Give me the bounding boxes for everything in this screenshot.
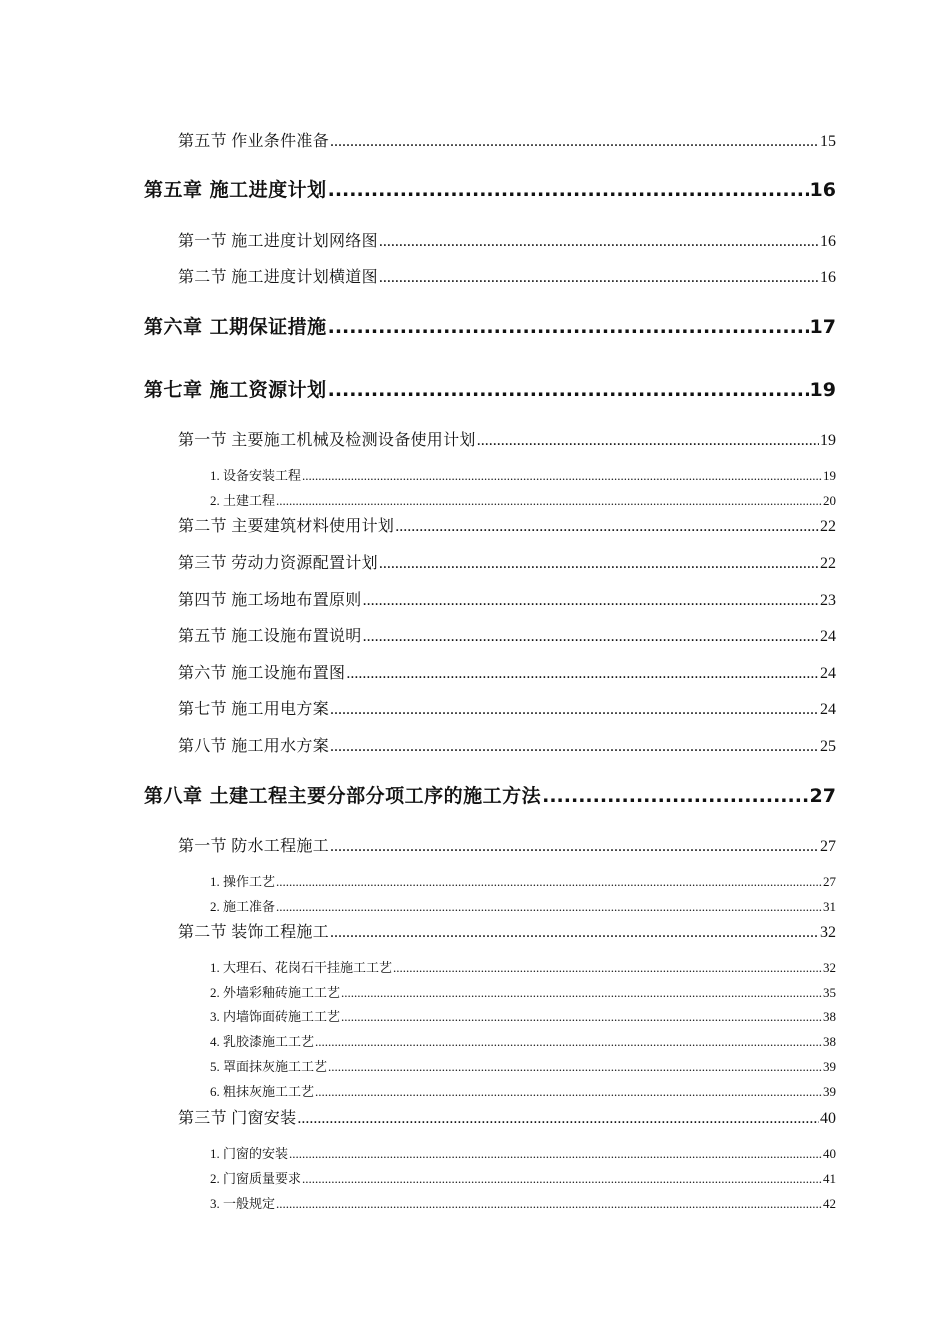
toc-section-entry[interactable] bbox=[178, 1105, 836, 1128]
toc-item-entry[interactable] bbox=[210, 1143, 836, 1162]
toc-page-number: 38 bbox=[823, 1034, 836, 1049]
toc-entry-label: 4. 乳胶漆施工工艺 bbox=[210, 1034, 315, 1049]
toc-section-entry[interactable] bbox=[178, 587, 836, 610]
dot-leader bbox=[315, 1034, 822, 1050]
dot-leader bbox=[276, 1196, 822, 1212]
toc-page-number: 27 bbox=[809, 785, 836, 807]
toc-page-number: 19 bbox=[809, 379, 836, 401]
toc-entry-label: 第八节 施工用水方案 bbox=[178, 738, 330, 755]
dot-leader bbox=[341, 1009, 822, 1025]
toc-section-entry[interactable] bbox=[178, 623, 836, 646]
toc-page-number: 39 bbox=[823, 1084, 836, 1099]
toc-page-number: 32 bbox=[823, 960, 836, 975]
toc-entry-label: 第四节 施工场地布置原则 bbox=[178, 592, 362, 609]
toc-page-number: 25 bbox=[820, 738, 836, 755]
toc-chapter-entry[interactable] bbox=[144, 781, 836, 808]
dot-leader bbox=[297, 1110, 819, 1128]
toc-item-entry[interactable] bbox=[210, 1168, 836, 1187]
toc-section-entry[interactable] bbox=[178, 550, 836, 573]
toc-section-entry[interactable] bbox=[178, 919, 836, 942]
toc-entry-label: 2. 施工准备 bbox=[210, 899, 276, 914]
toc-page-number: 24 bbox=[820, 665, 836, 682]
toc-chapter-entry[interactable] bbox=[144, 375, 836, 402]
dot-leader bbox=[330, 133, 819, 151]
dot-leader bbox=[315, 1084, 822, 1100]
dot-leader bbox=[341, 985, 822, 1001]
dot-leader bbox=[330, 838, 819, 856]
toc-entry-label: 第三节 劳动力资源配置计划 bbox=[178, 555, 378, 572]
dot-leader bbox=[363, 592, 819, 610]
toc-page-number: 42 bbox=[823, 1196, 836, 1211]
toc-section-entry[interactable] bbox=[178, 513, 836, 536]
toc-chapter-entry[interactable] bbox=[144, 312, 836, 339]
toc-page-number: 27 bbox=[823, 874, 836, 889]
toc-item-entry[interactable] bbox=[210, 465, 836, 484]
toc-page-number: 19 bbox=[820, 432, 836, 449]
toc-page-number: 19 bbox=[823, 468, 836, 483]
toc-entry-label: 第三节 门窗安装 bbox=[178, 1110, 297, 1127]
toc-item-entry[interactable] bbox=[210, 982, 836, 1001]
toc-entry-label: 1. 设备安装工程 bbox=[210, 468, 302, 483]
toc-chapter-entry[interactable] bbox=[144, 175, 836, 202]
toc-section-entry[interactable] bbox=[178, 660, 836, 683]
toc-item-entry[interactable] bbox=[210, 1056, 836, 1075]
toc-entry-label: 3. 一般规定 bbox=[210, 1196, 276, 1211]
dot-leader bbox=[302, 468, 822, 484]
toc-page-number: 22 bbox=[820, 518, 836, 535]
dot-leader bbox=[330, 701, 819, 719]
dot-leader bbox=[328, 179, 809, 201]
toc-entry-label: 第七节 施工用电方案 bbox=[178, 701, 330, 718]
toc-item-entry[interactable] bbox=[210, 1031, 836, 1050]
toc-section-entry[interactable] bbox=[178, 696, 836, 719]
toc-page-number: 27 bbox=[820, 838, 836, 855]
toc-entry-label: 第五节 施工设施布置说明 bbox=[178, 628, 362, 645]
toc-section-entry[interactable] bbox=[178, 427, 836, 450]
dot-leader bbox=[328, 316, 809, 338]
toc-entry-label: 第八章 土建工程主要分部分项工序的施工方法 bbox=[144, 785, 542, 807]
dot-leader bbox=[379, 555, 819, 573]
dot-leader bbox=[395, 518, 819, 536]
dot-leader bbox=[346, 665, 819, 683]
dot-leader bbox=[363, 628, 819, 646]
toc-item-entry[interactable] bbox=[210, 1081, 836, 1100]
dot-leader bbox=[330, 924, 819, 942]
toc-entry-label: 第二节 施工进度计划横道图 bbox=[178, 269, 378, 286]
toc-page-number: 17 bbox=[809, 316, 836, 338]
toc-page-number: 40 bbox=[823, 1146, 836, 1161]
toc-page-number: 16 bbox=[809, 179, 836, 201]
dot-leader bbox=[379, 269, 819, 287]
toc-entry-label: 2. 外墙彩釉砖施工工艺 bbox=[210, 985, 341, 1000]
toc-entry-label: 1. 大理石、花岗石干挂施工工艺 bbox=[210, 960, 393, 975]
toc-entry-label: 5. 罩面抹灰施工工艺 bbox=[210, 1059, 328, 1074]
toc-entry-label: 第六章 工期保证措施 bbox=[144, 316, 327, 338]
dot-leader bbox=[289, 1146, 822, 1162]
toc-item-entry[interactable] bbox=[210, 871, 836, 890]
dot-leader bbox=[276, 874, 822, 890]
toc-page-number: 24 bbox=[820, 628, 836, 645]
toc-page-number: 20 bbox=[823, 493, 836, 508]
dot-leader bbox=[276, 493, 822, 509]
toc-page-number: 41 bbox=[823, 1171, 836, 1186]
toc-page-number: 22 bbox=[820, 555, 836, 572]
toc-page-number: 16 bbox=[820, 233, 836, 250]
toc-entry-label: 第二节 主要建筑材料使用计划 bbox=[178, 518, 395, 535]
toc-entry-label: 第一节 防水工程施工 bbox=[178, 838, 330, 855]
toc-entry-label: 2. 门窗质量要求 bbox=[210, 1171, 302, 1186]
toc-page-number: 31 bbox=[823, 899, 836, 914]
toc-section-entry[interactable] bbox=[178, 833, 836, 856]
toc-entry-label: 1. 门窗的安装 bbox=[210, 1146, 289, 1161]
toc-entry-label: 1. 操作工艺 bbox=[210, 874, 276, 889]
dot-leader bbox=[393, 960, 822, 976]
dot-leader bbox=[328, 1059, 822, 1075]
toc-page-number: 32 bbox=[820, 924, 836, 941]
toc-entry-label: 第七章 施工资源计划 bbox=[144, 379, 327, 401]
dot-leader bbox=[302, 1171, 822, 1187]
toc-page-number: 38 bbox=[823, 1009, 836, 1024]
toc-item-entry[interactable] bbox=[210, 896, 836, 915]
toc-item-entry[interactable] bbox=[210, 1193, 836, 1212]
toc-entry-label: 第二节 装饰工程施工 bbox=[178, 924, 330, 941]
toc-page-number: 35 bbox=[823, 985, 836, 1000]
toc-entry-label: 第六节 施工设施布置图 bbox=[178, 665, 346, 682]
toc-entry-label: 第五章 施工进度计划 bbox=[144, 179, 327, 201]
toc-entry-label: 第一节 主要施工机械及检测设备使用计划 bbox=[178, 432, 476, 449]
dot-leader bbox=[330, 738, 819, 756]
dot-leader bbox=[276, 899, 822, 915]
toc-page-number: 40 bbox=[820, 1110, 836, 1127]
toc-item-entry[interactable] bbox=[210, 1006, 836, 1025]
toc-item-entry[interactable] bbox=[210, 490, 836, 509]
toc-section-entry[interactable] bbox=[178, 228, 836, 251]
toc-section-entry[interactable] bbox=[178, 264, 836, 287]
toc-section-entry[interactable] bbox=[178, 733, 836, 756]
toc-page-number: 39 bbox=[823, 1059, 836, 1074]
toc-entry-label: 6. 粗抹灰施工工艺 bbox=[210, 1084, 315, 1099]
toc-page-number: 15 bbox=[820, 133, 836, 150]
toc-entry-label: 3. 内墙饰面砖施工工艺 bbox=[210, 1009, 341, 1024]
dot-leader bbox=[542, 785, 808, 807]
toc-item-entry[interactable] bbox=[210, 957, 836, 976]
toc-page-number: 23 bbox=[820, 592, 836, 609]
toc-page-number: 24 bbox=[820, 701, 836, 718]
dot-leader bbox=[328, 379, 809, 401]
toc-entry-label: 第一节 施工进度计划网络图 bbox=[178, 233, 378, 250]
toc-entry-label: 2. 土建工程 bbox=[210, 493, 276, 508]
dot-leader bbox=[379, 233, 819, 251]
toc-page-number: 16 bbox=[820, 269, 836, 286]
toc-entry-label: 第五节 作业条件准备 bbox=[178, 133, 330, 150]
dot-leader bbox=[477, 432, 819, 450]
toc-section-entry[interactable] bbox=[178, 128, 836, 151]
